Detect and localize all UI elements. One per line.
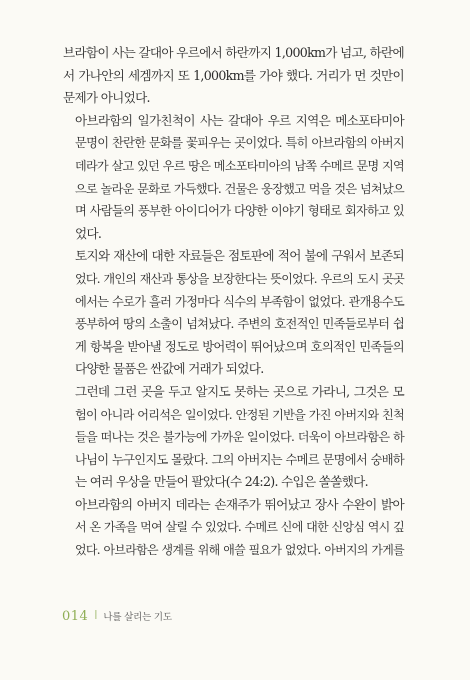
text-line: 데라가 살고 있던 우르 땅은 메소포타미아의 남쪽 수메르 문명 지역 xyxy=(75,158,404,173)
text-line: 으로 놀라운 문화로 가득했다. 건물은 웅장했고 먹을 것은 넘쳐났으 xyxy=(75,181,404,196)
text-line: 들을 떠나는 것은 불가능에 가까운 일이었다. 더욱이 아브라함은 하 xyxy=(75,430,404,445)
text-line: 아브라함의 일가친척이 사는 갈대아 우르 지역은 메소포타미아 xyxy=(75,112,404,128)
text-line: 나님이 누구인지도 몰랐다. 그의 아버지는 수메르 문명에서 숭배하 xyxy=(75,452,404,467)
text-line: 에서는 수로가 흘러 가정마다 식수의 부족함이 없었다. 관개용수도 xyxy=(75,294,404,309)
text-line: 토지와 재산에 대한 자료들은 점토판에 적어 불에 구워서 보존되 xyxy=(75,248,404,264)
paragraph xyxy=(63,494,404,562)
paragraph xyxy=(63,110,404,246)
text-line: 문제가 아니었다. xyxy=(63,90,150,106)
text-line: 었다. xyxy=(75,225,102,241)
text-line: 며 사람들의 풍부한 아이디어가 다양한 이야기 형태로 회자하고 있 xyxy=(75,204,404,219)
body-text xyxy=(63,42,404,562)
text-line: 그런데 그런 곳을 두고 알지도 못하는 곳으로 가라니, 그것은 모 xyxy=(75,383,404,399)
text-line: 었다. 개인의 재산과 통상을 보장한다는 뜻이었다. 우르의 도시 곳곳 xyxy=(75,271,404,286)
text-line: 험이 아니라 어리석은 일이었다. 안정된 기반을 가진 아버지와 친척 xyxy=(75,407,404,422)
text-line: 서 온 가족을 먹여 살릴 수 있었다. 수메르 신에 대한 신앙심 역시 깊 xyxy=(75,520,404,535)
paragraph xyxy=(63,245,404,381)
text-line: 서 가나안의 세겜까지 또 1,000km를 가야 했다. 거리가 먼 것만이 xyxy=(63,67,404,83)
paragraph xyxy=(63,381,404,494)
page-footer xyxy=(62,609,172,624)
text-line: 아브라함의 아버지 데라는 손재주가 뛰어났고 장사 수완이 밝아 xyxy=(75,496,404,512)
footer-separator: | xyxy=(94,610,98,620)
page-number: 014 xyxy=(62,609,89,624)
text-line: 풍부하여 땅의 소출이 넘쳐났다. 주변의 호전적인 민족들로부터 쉽 xyxy=(75,317,404,332)
paragraph xyxy=(63,42,404,110)
text-line: 브라함이 사는 갈대아 우르에서 하란까지 1,000km가 넘고, 하란에 xyxy=(63,45,404,60)
text-line: 게 항복을 받아낼 정도로 방어력이 뛰어났으며 호의적인 민족들의 xyxy=(75,339,404,354)
text-line: 었다. 아브라함은 생계를 위해 애쓸 필요가 없었다. 아버지의 가게를 xyxy=(75,543,404,558)
text-line: 는 여러 우상을 만들어 팔았다(수 24:2). 수입은 쏠쏠했다. xyxy=(75,474,368,490)
text-line: 다양한 물품은 싼값에 거래가 되었다. xyxy=(75,361,264,377)
running-book-title: 나를 살리는 기도 xyxy=(103,612,172,623)
text-line: 문명이 찬란한 문화를 꽃피우는 곳이었다. 특히 아브라함의 아버지 xyxy=(75,136,404,151)
